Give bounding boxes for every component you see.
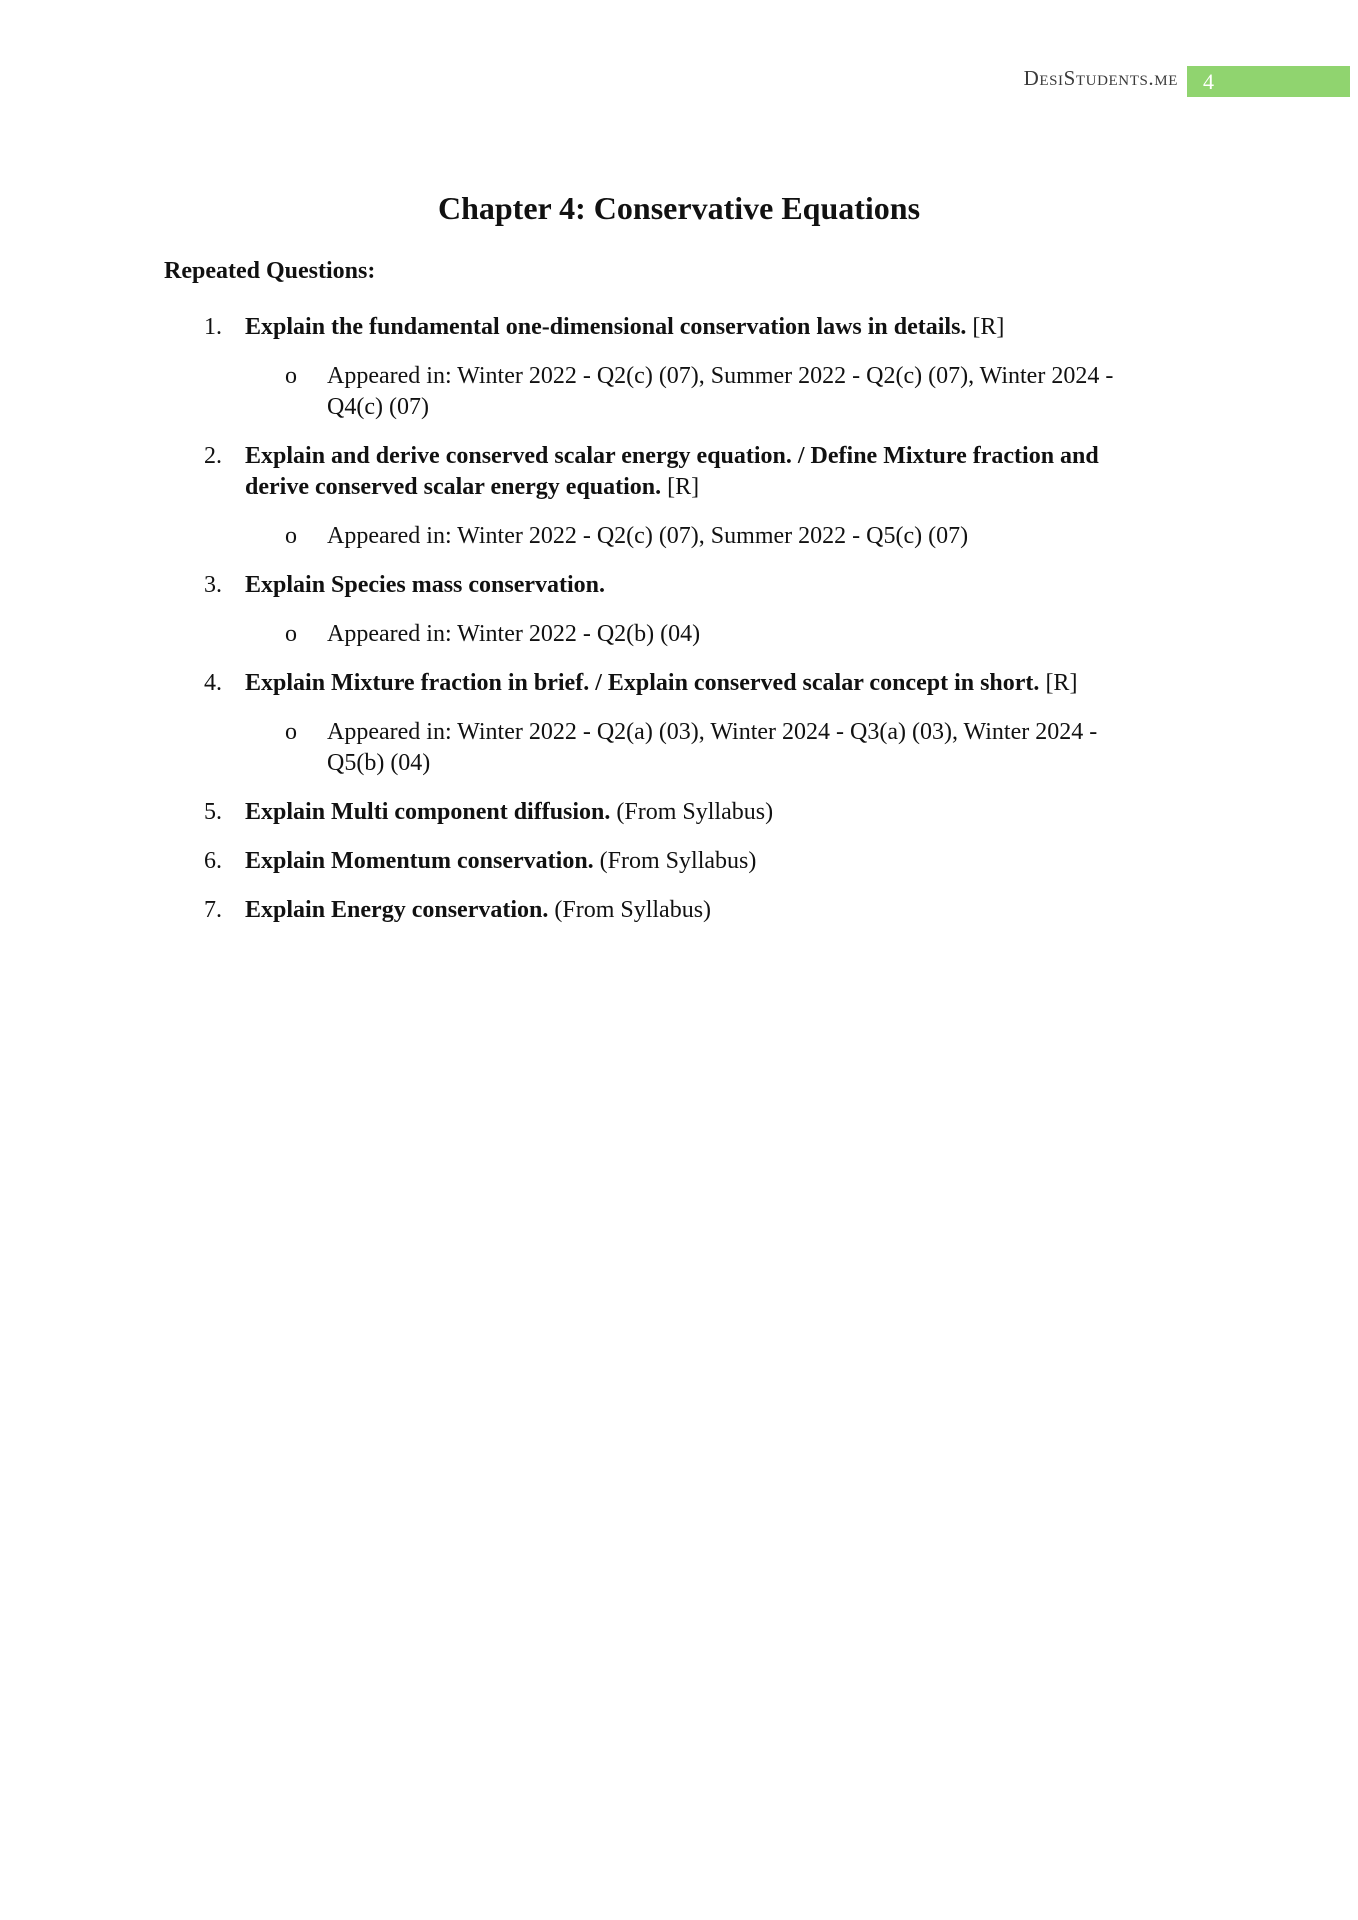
site-name: DesiStudents.me xyxy=(1023,66,1178,90)
section-heading: Repeated Questions: xyxy=(164,258,376,284)
question-text xyxy=(245,570,1145,601)
appeared-in-item xyxy=(285,361,1157,423)
question-title: Explain Multi component diffusion. xyxy=(245,799,611,825)
question-text xyxy=(245,797,1145,828)
question-title: Explain Momentum conservation. xyxy=(245,848,594,874)
question-tag: (From Syllabus) xyxy=(616,799,774,825)
chapter-title: Chapter 4: Conservative Equations xyxy=(437,190,921,226)
bullet-marker: o xyxy=(285,363,297,389)
question-tag: (From Syllabus) xyxy=(599,848,757,874)
page-number-tab xyxy=(1187,66,1350,97)
question-item xyxy=(0,668,1358,779)
question-title: Explain Species mass conservation. xyxy=(245,572,606,598)
appeared-in-item xyxy=(285,521,1157,552)
question-number: 7. xyxy=(204,897,222,923)
question-number: 6. xyxy=(204,848,222,874)
question-item xyxy=(0,846,1358,877)
question-title: Explain Energy conservation. xyxy=(245,897,549,923)
question-text xyxy=(245,895,1145,926)
question-title: Explain the fundamental one-dimensional conservation laws in details. xyxy=(245,314,967,340)
question-text xyxy=(245,312,1145,343)
question-list xyxy=(0,312,1358,944)
question-tag: [R] xyxy=(972,314,1005,340)
question-item xyxy=(0,895,1358,926)
question-number: 2. xyxy=(204,443,222,469)
appeared-in-text: Appeared in: Winter 2022 - Q2(b) (04) xyxy=(327,621,701,647)
question-title: Explain and derive conserved scalar energy equation. / Define Mixture fraction and derive conserved scalar energy equation. xyxy=(245,443,1099,500)
question-item xyxy=(0,797,1358,828)
question-text xyxy=(245,668,1145,699)
appeared-in-item xyxy=(285,717,1157,779)
question-item xyxy=(0,441,1358,552)
question-text xyxy=(245,441,1145,503)
bullet-marker: o xyxy=(285,523,297,549)
question-tag: [R] xyxy=(1045,670,1078,696)
bullet-marker: o xyxy=(285,719,297,745)
appeared-in-text: Appeared in: Winter 2022 - Q2(c) (07), Summer 2022 - Q2(c) (07), Winter 2024 - Q4(c) (07) xyxy=(327,363,1114,420)
question-number: 3. xyxy=(204,572,222,598)
page-number: 4 xyxy=(1203,69,1214,94)
question-tag: [R] xyxy=(667,474,700,500)
question-number: 5. xyxy=(204,799,222,825)
bullet-marker: o xyxy=(285,621,297,647)
question-text xyxy=(245,846,1145,877)
question-number: 1. xyxy=(204,314,222,340)
appeared-in-text: Appeared in: Winter 2022 - Q2(c) (07), Summer 2022 - Q5(c) (07) xyxy=(327,523,969,549)
appeared-in-item xyxy=(285,619,1157,650)
question-title: Explain Mixture fraction in brief. / Explain conserved scalar concept in short. xyxy=(245,670,1040,696)
question-item xyxy=(0,312,1358,423)
question-tag: (From Syllabus) xyxy=(554,897,712,923)
question-number: 4. xyxy=(204,670,222,696)
question-item xyxy=(0,570,1358,650)
appeared-in-text: Appeared in: Winter 2022 - Q2(a) (03), Winter 2024 - Q3(a) (03), Winter 2024 - Q5(b) (04) xyxy=(327,719,1098,776)
